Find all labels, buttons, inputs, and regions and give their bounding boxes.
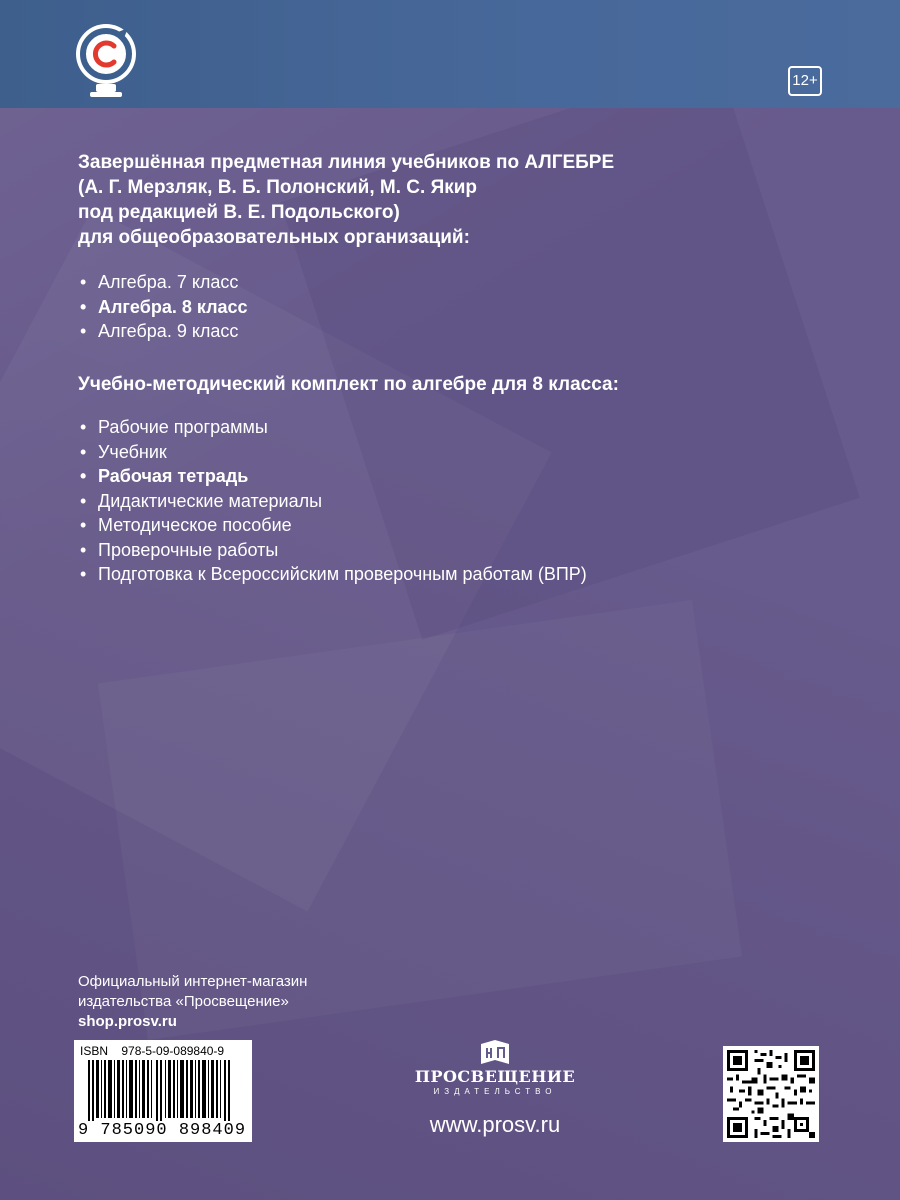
list-item: • Рабочие программы [78,415,838,440]
isbn-line [80,1044,246,1058]
intro-line: для общеобразовательных организаций: [78,227,470,248]
list-item: • Алгебра. 7 класс [78,270,838,295]
list-item-current: • Рабочая тетрадь [78,464,838,489]
kit-heading: Учебно-методический комплект по алгебре для 8 класса: [78,374,619,395]
list-item: • Подготовка к Всероссийским проверочным работам (ВПР) [78,562,838,587]
barcode-graphic [80,1060,246,1126]
barcode-digits: 9 785090 898409 [78,1121,247,1140]
list-item: • Проверочные работы [78,538,838,563]
publisher-block [400,1038,590,1138]
intro-line: Завершённая предметная линия учебников по АЛГЕБРЕ [78,152,615,173]
publisher-link[interactable]: www.prosv.ru [429,1112,561,1137]
isbn-barcode-block [74,1040,252,1142]
list-item: • Алгебра. 9 класс [78,319,838,344]
qr-code-icon[interactable] [723,1046,819,1142]
list-item: • Дидактические материалы [78,489,838,514]
series-intro [78,150,838,250]
shop-line: Официальный интернет-магазин [78,973,308,990]
publisher-subtitle: ИЗДАТЕЛЬСТВО [433,1087,557,1096]
line-books-list [78,270,838,344]
intro-line: под редакцией В. Е. Подольского) [78,202,400,223]
intro-line: (А. Г. Мерзляк, В. Б. Полонский, М. С. Якир [78,177,478,198]
series-logo-icon [74,22,138,100]
shop-info [78,972,307,1032]
age-rating-badge: 12+ [788,66,822,96]
shop-line: издательства «Просвещение» [78,993,289,1010]
list-item: • Учебник [78,440,838,465]
isbn-label: ISBN [80,1044,109,1058]
shop-link[interactable]: shop.prosv.ru [78,1013,177,1030]
isbn-number: 978-5-09-089840-9 [121,1044,225,1058]
publisher-logo-icon [479,1038,511,1066]
list-item: • Методическое пособие [78,513,838,538]
kit-items-list [78,415,838,587]
list-item-current: • Алгебра. 8 класс [78,295,838,320]
publisher-name: ПРОСВЕЩЕНИЕ [414,1067,576,1086]
